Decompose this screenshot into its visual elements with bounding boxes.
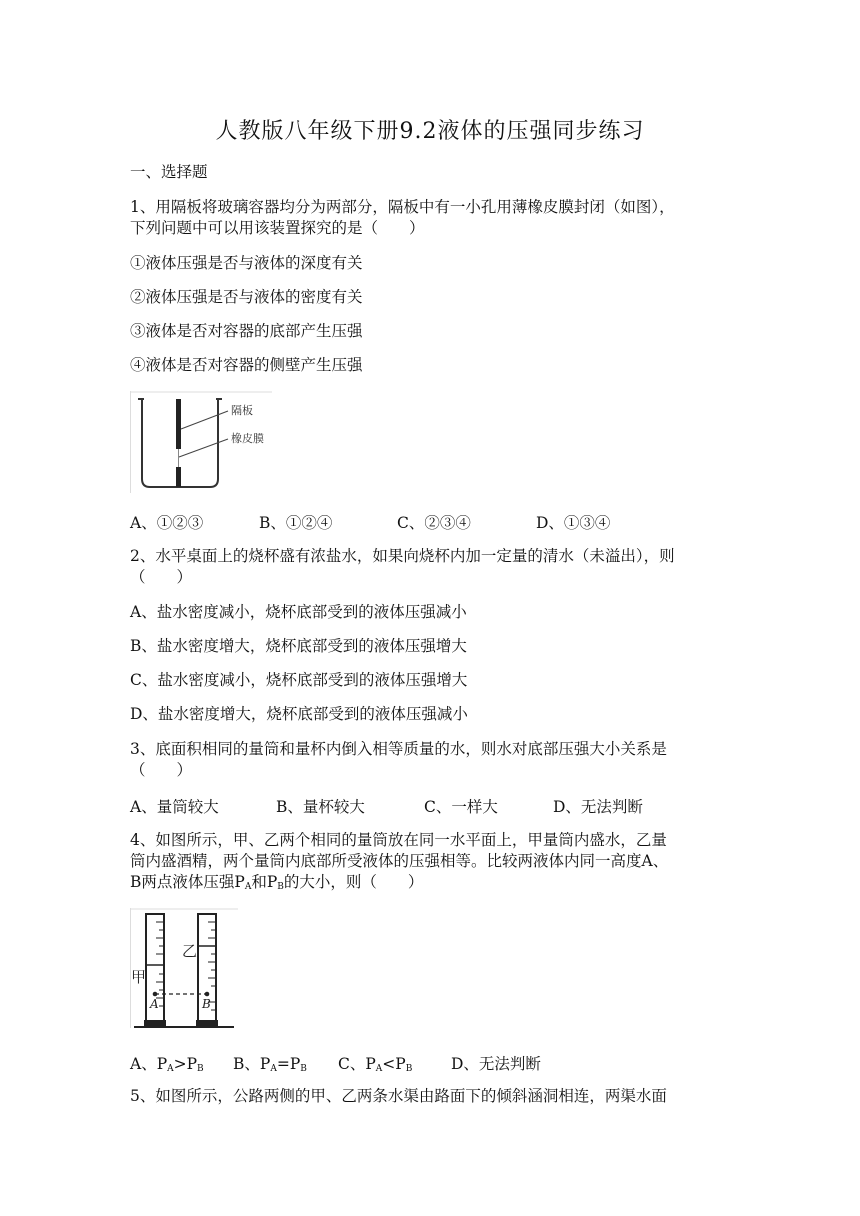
q4-label-yi: 乙	[182, 942, 198, 960]
q4-label-a: A	[150, 997, 159, 1011]
q4-label-jia: 甲	[131, 968, 147, 986]
q1-option-d: D、①③④	[536, 514, 611, 532]
q2-option-b: B、盐水密度增大，烧杯底部受到的液体压强增大	[130, 637, 467, 655]
section-heading: 一、选择题	[130, 163, 208, 181]
q1-container-figure	[130, 391, 272, 493]
q3-option-a: A、量筒较大	[130, 798, 219, 816]
q1-item-3: ③液体是否对容器的底部产生压强	[130, 322, 363, 340]
q2-option-d: D、盐水密度增大，烧杯底部受到的液体压强减小	[130, 705, 468, 723]
q4-option-c: C、$P_A<P_B$	[338, 1055, 413, 1074]
q1-option-a: A、①②③	[130, 514, 204, 532]
q2-stem-line2: （ ）	[130, 568, 193, 586]
q3-stem-line1: 3、底面积相同的量筒和量杯内倒入相等质量的水，则水对底部压强大小关系是	[130, 740, 667, 758]
q1-stem-line1: 1、用隔板将玻璃容器均分为两部分，隔板中有一小孔用薄橡皮膜封闭（如图），	[130, 198, 675, 216]
q1-option-b: B、①②④	[259, 514, 333, 532]
q3-stem-line2: （ ）	[130, 761, 193, 779]
q3-option-b: B、量杯较大	[276, 798, 365, 816]
q1-item-2: ②液体压强是否与液体的密度有关	[130, 288, 363, 306]
q5-stem-line1: 5、如图所示，公路两侧的甲、乙两条水渠由路面下的倾斜涵洞相连，两渠水面	[130, 1087, 667, 1105]
q4-option-b: B、$P_A=P_B$	[233, 1055, 307, 1074]
q4-option-d: D、无法判断	[451, 1055, 541, 1073]
q1-item-1: ①液体压强是否与液体的深度有关	[130, 254, 363, 272]
q4-label-b: B	[202, 997, 211, 1011]
q2-option-c: C、盐水密度减小，烧杯底部受到的液体压强增大	[130, 671, 468, 689]
q1-item-4: ④液体是否对容器的侧壁产生压强	[130, 356, 363, 374]
q1-label-partition: 隔板	[231, 404, 253, 417]
q4-option-a: A、$P_A>P_B$	[130, 1055, 204, 1074]
q4-stem-line1: 4、如图所示，甲、乙两个相同的量筒放在同一水平面上，甲量筒内盛水，乙量	[130, 831, 667, 849]
q1-option-c: C、②③④	[397, 514, 471, 532]
q3-option-d: D、无法判断	[553, 798, 643, 816]
q2-stem-line1: 2、水平桌面上的烧杯盛有浓盐水，如果向烧杯内加一定量的清水（未溢出），则	[130, 547, 675, 565]
q1-stem-line2: 下列问题中可以用该装置探究的是（ ）	[130, 219, 425, 237]
document-title: 人教版八年级下册9.2液体的压强同步练习	[215, 119, 645, 144]
q4-stem-line2: 筒内盛酒精，两个量筒内底部所受液体的压强相等。比较两液体内同一高度A、	[130, 852, 669, 870]
q4-stem-line3: B两点液体压强$P_A$和$P_B$的大小，则（ ）	[130, 873, 424, 892]
q2-option-a: A、盐水密度减小，烧杯底部受到的液体压强减小	[130, 603, 467, 621]
q1-label-membrane: 橡皮膜	[231, 432, 264, 445]
q4-cylinders-figure	[130, 908, 238, 1032]
q3-option-c: C、一样大	[424, 798, 498, 816]
